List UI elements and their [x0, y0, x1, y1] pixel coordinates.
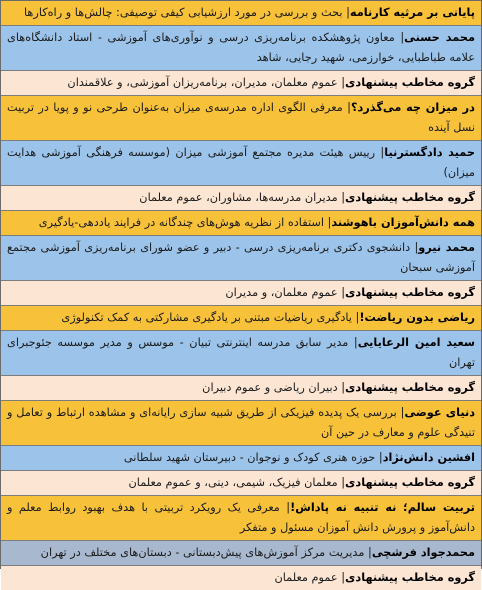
- session-audience-row: گروه مخاطب پیشنهادی| عموم معلمان، مدیران، برنامه‌ریزان آموزشی، و علاقمندان: [1, 71, 481, 96]
- session-topic-row: در میزان چه می‌گذرد؟| معرفی الگوی اداره مدرسه‌ی میزان به‌عنوان طرحی نو و پویا در تربیت نسل آینده: [1, 96, 481, 141]
- speaker-name: افشین دانش‌نژاد: [382, 451, 475, 464]
- speaker-description: رییس هیئت مدیره مجتمع آموزشی میزان (موسسه فرهنگی آموزشی هدایت میزان): [7, 146, 475, 179]
- audience-value: معلمان فیزیک، شیمی، دینی، و عموم معلمان: [128, 476, 338, 489]
- session-audience-row: گروه مخاطب پیشنهادی| عموم معلمان، و مدیران: [1, 281, 481, 306]
- topic-description: یادگیری ریاضیات مبتنی بر یادگیری مشارکتی به کمک تکنولوژی: [61, 311, 352, 324]
- session-topic-row: تربیت سالم؛ نه تنبیه نه پاداش!| معرفی یک رویکرد تربیتی با هدف بهبود روابط معلم و دانش‌آموز و پرورش دانش آموزان مسئول و متفکر: [1, 496, 481, 541]
- speaker-description: دانشجوی دکتری برنامه‌ریزی درسی - دبیر و عضو شورای برنامه‌ریزی آموزشی مجتمع آموزشی سبحان: [7, 241, 475, 274]
- session-audience-row: گروه مخاطب پیشنهادی| عموم معلمان: [1, 566, 481, 590]
- session-topic-row: پایانی بر مرثیه کارنامه| بحث و بررسی در مورد ارزشیابی کیفی توصیفی: چالش‌ها و راه‌کارها: [1, 1, 481, 26]
- topic-title: پایانی بر مرثیه کارنامه: [349, 6, 475, 19]
- speaker-name: سعید امین الرعایایی: [357, 336, 476, 349]
- topic-title: در میزان چه می‌گذرد؟: [350, 101, 475, 114]
- topic-description: معرفی الگوی اداره مدرسه‌ی میزان به‌عنوان طرحی نو و پویا در تربیت نسل آینده: [7, 101, 475, 134]
- topic-title: دنیای عوضی: [404, 406, 475, 419]
- session-speaker-row: محمدجواد فرشچی| مدیریت مرکز آموزش‌های پیش‌دبستانی - دبستان‌های مختلف در تهران: [1, 541, 481, 566]
- speaker-description: معاون پژوهشکده برنامه‌ریزی درسی و نوآوری‌های آموزشی - استاد دانشگاه‌های علامه طباطبایی، خوارزمی، شهید رجایی، شاهد: [7, 31, 475, 64]
- audience-label: گروه مخاطب پیشنهادی: [345, 381, 475, 394]
- audience-label: گروه مخاطب پیشنهادی: [345, 286, 475, 299]
- audience-value: دبیران ریاضی و عموم دبیران: [202, 381, 338, 394]
- speaker-name: محمد حسنی: [404, 31, 475, 44]
- topic-description: بحث و بررسی در مورد ارزشیابی کیفی توصیفی: چالش‌ها و راه‌کارها: [23, 6, 343, 19]
- topic-description: معرفی یک رویکرد تربیتی با هدف بهبود روابط معلم و دانش‌آموز و پرورش دانش آموزان مسئول و متفکر: [7, 501, 475, 534]
- speaker-name: محمدجواد فرشچی: [371, 546, 475, 559]
- session-audience-row: گروه مخاطب پیشنهادی| معلمان فیزیک، شیمی، دینی، و عموم معلمان: [1, 471, 481, 496]
- speaker-name: حمید دادگسترنیا: [384, 146, 475, 159]
- audience-label: گروه مخاطب پیشنهادی: [345, 476, 475, 489]
- speaker-name: محمد نیرو: [418, 241, 475, 254]
- topic-description: استفاده از نظریه هوش‌های چندگانه در فرایند یاددهی-یادگیری: [38, 216, 324, 229]
- audience-label: گروه مخاطب پیشنهادی: [345, 76, 475, 89]
- audience-label: گروه مخاطب پیشنهادی: [345, 571, 475, 584]
- session-speaker-row: حمید دادگسترنیا| رییس هیئت مدیره مجتمع آموزشی میزان (موسسه فرهنگی آموزشی هدایت میزان): [1, 141, 481, 186]
- audience-value: عموم معلمان: [274, 571, 338, 584]
- topic-title: همه دانش‌آموزان باهوشند: [331, 216, 475, 229]
- session-speaker-row: محمد نیرو| دانشجوی دکتری برنامه‌ریزی درسی - دبیر و عضو شورای برنامه‌ریزی آموزشی مجتمع آموزشی سبحان: [1, 236, 481, 281]
- audience-value: عموم معلمان، مدیران، برنامه‌ریزان آموزشی، و علاقمندان: [67, 76, 338, 89]
- audience-label: گروه مخاطب پیشنهادی: [345, 191, 475, 204]
- session-speaker-row: افشین دانش‌نژاد| حوزه هنری کودک و نوجوان - دبیرستان شهید سلطانی: [1, 446, 481, 471]
- topic-title: ریاضی بدون ریاضت!: [359, 311, 475, 324]
- speaker-description: مدیریت مرکز آموزش‌های پیش‌دبستانی - دبستان‌های مختلف در تهران: [40, 546, 365, 559]
- speaker-description: حوزه هنری کودک و نوجوان - دبیرستان شهید سلطانی: [123, 451, 376, 464]
- session-audience-row: گروه مخاطب پیشنهادی| مدیران مدرسه‌ها، مشاوران، عموم معلمان: [1, 186, 481, 211]
- topic-description: بررسی یک پدیده فیزیکی از طریق شبیه سازی رایانه‌ای و مشاهده ارتباط و تعامل و تنیدگی علوم و معارف در حین آن: [7, 406, 475, 439]
- topic-title: تربیت سالم؛ نه تنبیه نه پاداش!: [290, 501, 475, 514]
- session-topic-row: ریاضی بدون ریاضت!| یادگیری ریاضیات مبتنی بر یادگیری مشارکتی به کمک تکنولوژی: [1, 306, 481, 331]
- audience-value: مدیران مدرسه‌ها، مشاوران، عموم معلمان: [139, 191, 338, 204]
- session-speaker-row: سعید امین الرعایایی| مدیر سابق مدرسه اینترنتی تبیان - موسس و مدیر موسسه جئوجبرای تهران: [1, 331, 481, 376]
- session-topic-row: همه دانش‌آموزان باهوشند| استفاده از نظریه هوش‌های چندگانه در فرایند یاددهی-یادگیری: [1, 211, 481, 236]
- speaker-description: مدیر سابق مدرسه اینترنتی تبیان - موسس و مدیر موسسه جئوجبرای تهران: [7, 336, 475, 369]
- session-topic-row: دنیای عوضی| بررسی یک پدیده فیزیکی از طریق شبیه سازی رایانه‌ای و مشاهده ارتباط و تعامل و تنیدگی علوم و معارف در حین آن: [1, 401, 481, 446]
- session-audience-row: گروه مخاطب پیشنهادی| دبیران ریاضی و عموم دبیران: [1, 376, 481, 401]
- session-speaker-row: محمد حسنی| معاون پژوهشکده برنامه‌ریزی درسی و نوآوری‌های آموزشی - استاد دانشگاه‌های علامه طباطبایی، خوارزمی، شهید رجایی، شاهد: [1, 26, 481, 71]
- audience-value: عموم معلمان، و مدیران: [225, 286, 338, 299]
